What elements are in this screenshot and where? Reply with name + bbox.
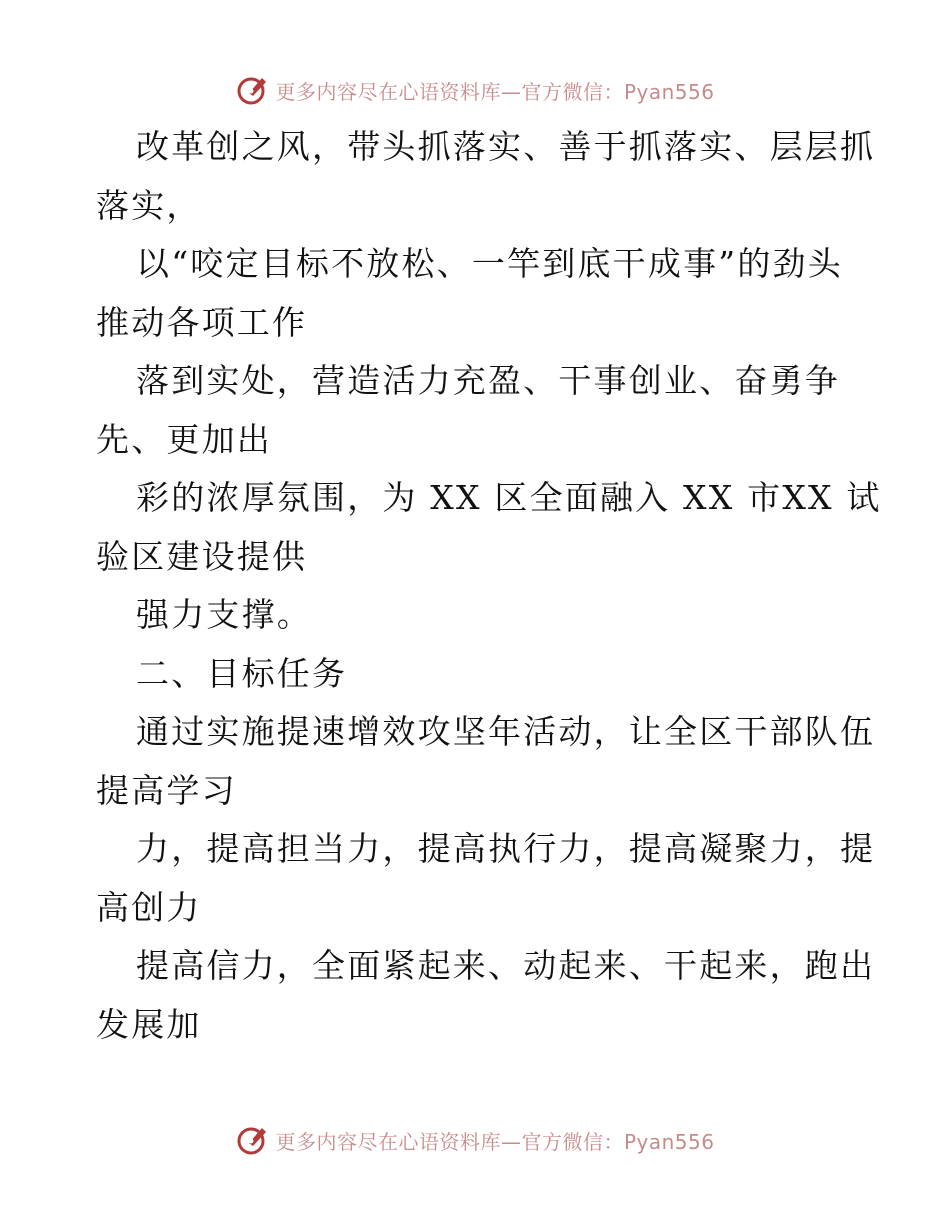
pen-nib-circle-icon	[235, 1122, 271, 1158]
text-line: 提高信力，全面紧起来、动起来、干起来，跑出	[136, 946, 876, 985]
text-line: 验区建设提供	[96, 536, 308, 576]
text-line: 改革创之风，带头抓落实、善于抓落实、层层抓	[136, 127, 876, 166]
footer-watermark-text: 更多内容尽在心语资料库—官方微信：Pyan556	[275, 1129, 715, 1154]
text-line: 落到实处，营造活力充盈、干事创业、奋勇争	[136, 361, 840, 400]
text-line: 彩的浓厚氛围，为 XX 区全面融入 XX 市XX 试	[136, 478, 882, 517]
pen-nib-circle-icon	[235, 72, 271, 108]
text-line: 力，提高担当力，提高执行力，提高凝聚力，提	[136, 829, 876, 868]
text-line: 高创力	[96, 887, 202, 927]
text-line: 推动各项工作	[96, 302, 308, 342]
text-line: 先、更加出	[96, 419, 272, 459]
section-heading: 二、目标任务	[136, 653, 348, 693]
text-line: 通过实施提速增效攻坚年活动，让全区干部队伍	[136, 712, 876, 751]
footer-watermark	[0, 1120, 950, 1160]
text-line: 落实，	[96, 185, 202, 225]
text-line: 强力支撑。	[136, 595, 312, 634]
header-watermark	[0, 70, 950, 110]
header-watermark-text: 更多内容尽在心语资料库—官方微信：Pyan556	[275, 79, 715, 104]
document-body	[96, 118, 882, 1054]
text-line: 以“咬定目标不放松、一竿到底干成事”的劲头	[136, 244, 843, 283]
text-line: 提高学习	[96, 770, 237, 810]
text-line: 发展加	[96, 1004, 202, 1044]
